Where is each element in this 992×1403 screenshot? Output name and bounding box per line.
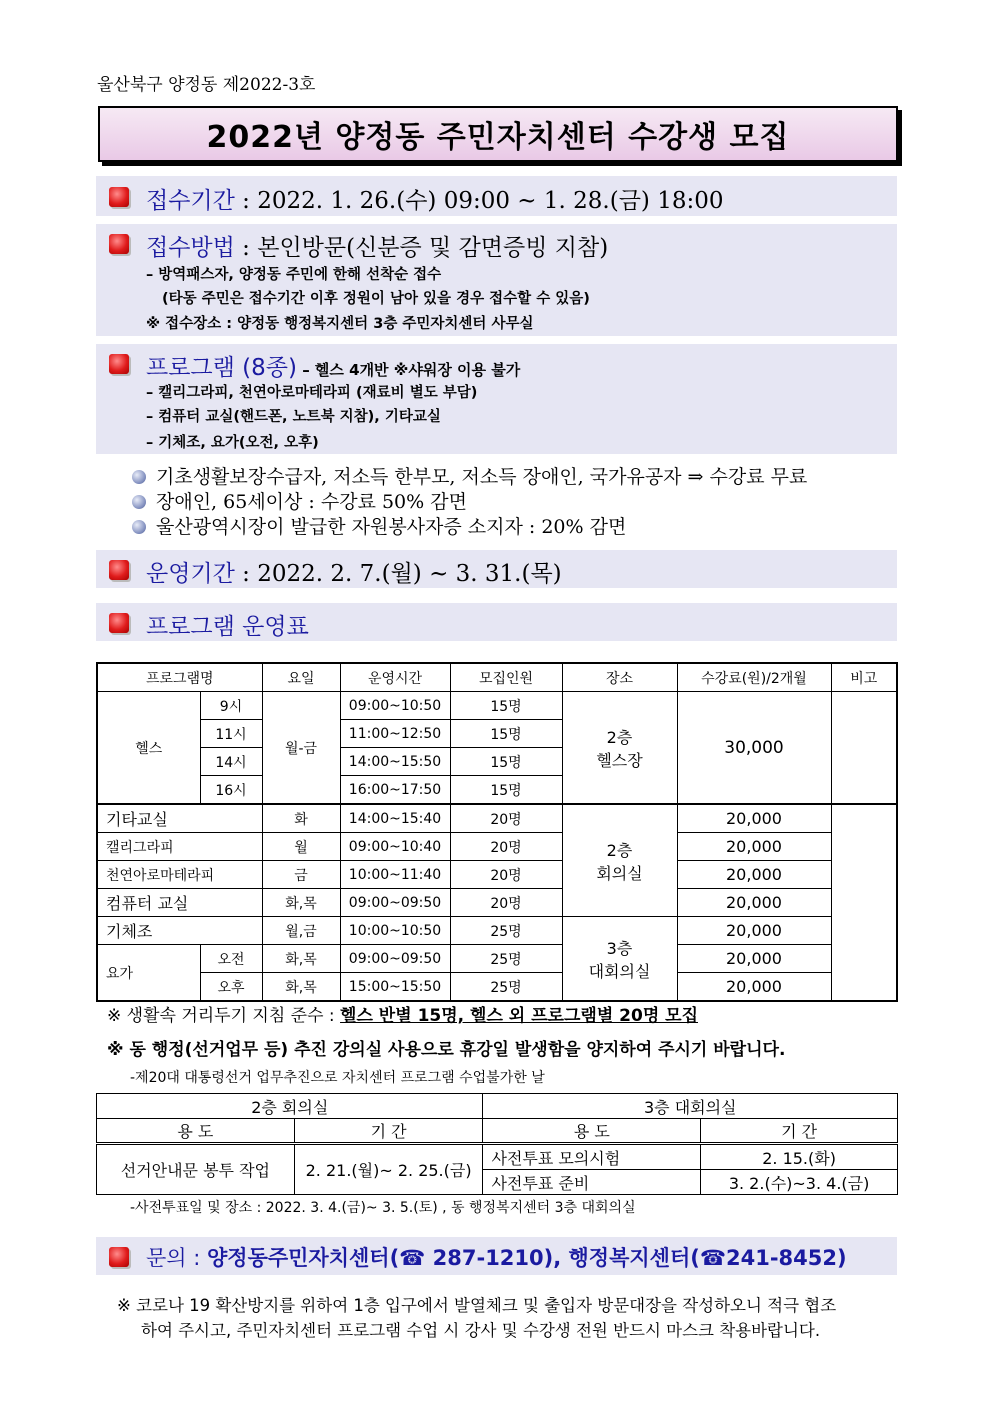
time-cell: 10:00~10:50	[340, 917, 450, 945]
doc-number: 울산북구 양정동 제2022-3호	[97, 75, 316, 95]
capacity-cell: 20명	[450, 833, 562, 861]
fee-cell: 20,000	[677, 861, 831, 889]
header-cell: 요일	[262, 663, 340, 692]
red-square-icon	[109, 187, 129, 207]
capacity-cell: 15명	[450, 692, 562, 720]
table-header-row	[97, 663, 897, 692]
contact: 문의 : 양정동주민자치센터(☎ 287-1210), 행정복지센터(☎241-8452)	[146, 1246, 847, 1270]
red-square-icon	[109, 354, 129, 374]
header-cell: 운영시간	[340, 663, 450, 692]
fee-cell: 20,000	[677, 833, 831, 861]
program-name: 캘리그라피	[97, 833, 262, 861]
program-line: – 기체조, 요가(오전, 오후)	[146, 435, 319, 451]
header-cell: 프로그램명	[97, 663, 262, 692]
period-cell: 2. 21.(월)~ 2. 25.(금)	[294, 1144, 483, 1195]
program-name: 헬스	[97, 692, 200, 805]
program-line: – 컴퓨터 교실(핸드폰, 노트북 지참), 기타교실	[146, 409, 441, 425]
slot-cell: 9시	[200, 692, 262, 720]
page-title: 2022년 양정동 주민자치센터 수강생 모집	[206, 120, 790, 155]
table-row	[97, 861, 897, 889]
program-name: 기타교실	[97, 804, 262, 833]
circle-bullet-icon	[132, 470, 146, 484]
slot-cell: 16시	[200, 776, 262, 805]
task-cell: 선거안내문 봉투 작업	[97, 1144, 295, 1195]
election-title: -제20대 대통령선거 업무추진으로 자치센터 프로그램 수업불가한 날	[130, 1070, 545, 1086]
place-cell: 2층 헬스장	[562, 692, 677, 805]
fee-cell: 20,000	[677, 973, 831, 1002]
days-cell: 화,목	[262, 945, 340, 973]
discount-item: 울산광역시장이 발급한 자원봉사자증 소지자 : 20% 감면	[132, 512, 626, 539]
program-name: 기체조	[97, 917, 262, 945]
header-cell: 수강료(원)/2개월	[677, 663, 831, 692]
final-note-line: 하여 주시고, 주민자치센터 프로그램 수업 시 강사 및 수강생 전원 반드시 마스크 착용바랍니다.	[141, 1321, 821, 1340]
slot-cell: 14시	[200, 748, 262, 776]
capacity-cell: 25명	[450, 973, 562, 1002]
time-cell: 09:00~10:50	[340, 692, 450, 720]
program-line: – 캘리그라피, 천연아로마테라피 (재료비 별도 부담)	[146, 385, 478, 401]
fee-cell: 30,000	[677, 692, 831, 805]
circle-bullet-icon	[132, 520, 146, 534]
header-cell: 비고	[831, 663, 897, 692]
header-cell: 기 간	[701, 1119, 898, 1144]
header-cell: 장소	[562, 663, 677, 692]
days-cell: 화	[262, 804, 340, 833]
schedule-table	[96, 662, 898, 1002]
period-cell: 3. 2.(수)~3. 4.(금)	[701, 1170, 898, 1195]
days-cell: 화,목	[262, 973, 340, 1002]
time-cell: 14:00~15:50	[340, 748, 450, 776]
time-cell: 15:00~15:50	[340, 973, 450, 1002]
program-name: 천연아로마테라피	[97, 861, 262, 889]
header-cell: 용 도	[483, 1119, 701, 1144]
task-cell: 사전투표 준비	[483, 1170, 701, 1195]
header-cell: 모집인원	[450, 663, 562, 692]
table-row	[97, 945, 897, 973]
capacity-cell: 25명	[450, 917, 562, 945]
header-cell: 3층 대회의실	[483, 1094, 898, 1119]
table-row	[97, 917, 897, 945]
method-line: – 방역패스자, 양정동 주민에 한해 선착순 접수	[146, 267, 442, 283]
capacity-cell: 20명	[450, 889, 562, 917]
operation-period: 운영기간 : 2022. 2. 7.(월) ~ 3. 31.(목)	[146, 561, 562, 587]
remarks-cell	[831, 804, 897, 1001]
schedule-title: 프로그램 운영표	[146, 614, 309, 640]
time-cell: 10:00~11:40	[340, 861, 450, 889]
capacity-cell: 25명	[450, 945, 562, 973]
slot-cell: 오전	[200, 945, 262, 973]
discount-item: 장애인, 65세이상 : 수강료 50% 감면	[132, 487, 467, 514]
table-row	[97, 1144, 898, 1170]
red-square-icon	[109, 1247, 129, 1267]
distance-note: ※ 생활속 거리두기 지침 준수 : 헬스 반별 15명, 헬스 외 프로그램별 20명 모집	[107, 1006, 698, 1026]
program-name: 요가	[97, 945, 200, 1002]
circle-bullet-icon	[132, 495, 146, 509]
fee-cell: 20,000	[677, 804, 831, 833]
days-cell: 화,목	[262, 889, 340, 917]
fee-cell: 20,000	[677, 889, 831, 917]
capacity-cell: 20명	[450, 861, 562, 889]
slot-cell: 오후	[200, 973, 262, 1002]
table-row	[97, 833, 897, 861]
time-cell: 09:00~09:50	[340, 889, 450, 917]
red-square-icon	[109, 613, 129, 633]
capacity-cell: 15명	[450, 776, 562, 805]
remarks-cell	[831, 692, 897, 805]
closure-note: ※ 동 행정(선거업무 등) 추진 강의실 사용으로 휴강일 발생함을 양지하여 주시기 바랍니다.	[107, 1040, 786, 1060]
header-cell: 용 도	[97, 1119, 295, 1144]
election-table	[96, 1093, 898, 1195]
reception-period: 접수기간 : 2022. 1. 26.(수) 09:00 ~ 1. 28.(금) 18:00	[146, 188, 724, 214]
table-row	[97, 692, 897, 720]
programs: 프로그램 (8종) – 헬스 4개반 ※샤워장 이용 불가	[146, 355, 521, 381]
time-cell: 09:00~09:50	[340, 945, 450, 973]
days-cell: 금	[262, 861, 340, 889]
time-cell: 09:00~10:40	[340, 833, 450, 861]
place-cell: 3층 대회의실	[562, 917, 677, 1002]
table-row	[97, 889, 897, 917]
discount-item: 기초생활보장수급자, 저소득 한부모, 저소득 장애인, 국가유공자 ⇒ 수강료 무료	[132, 462, 807, 489]
slot-cell: 11시	[200, 720, 262, 748]
header-cell: 2층 회의실	[97, 1094, 483, 1119]
header-cell: 기 간	[294, 1119, 483, 1144]
reception-method: 접수방법 : 본인방문(신분증 및 감면증빙 지참)	[146, 235, 609, 261]
fee-cell: 20,000	[677, 945, 831, 973]
capacity-cell: 20명	[450, 804, 562, 833]
title-box	[98, 106, 898, 162]
program-name: 컴퓨터 교실	[97, 889, 262, 917]
time-cell: 16:00~17:50	[340, 776, 450, 805]
period-cell: 2. 15.(화)	[701, 1144, 898, 1170]
days-cell: 월	[262, 833, 340, 861]
table-row	[97, 973, 897, 1002]
fee-cell: 20,000	[677, 917, 831, 945]
final-note-line: ※ 코로나 19 확산방지를 위하여 1층 입구에서 발열체크 및 출입자 방문대장을 작성하오니 적극 협조	[117, 1296, 837, 1315]
red-square-icon	[109, 560, 129, 580]
capacity-cell: 15명	[450, 748, 562, 776]
method-line: (타동 주민은 접수기간 이후 정원이 남아 있을 경우 접수할 수 있음)	[162, 291, 590, 307]
time-cell: 11:00~12:50	[340, 720, 450, 748]
place-cell: 2층 회의실	[562, 804, 677, 917]
table-row	[97, 804, 897, 833]
days-cell: 월,금	[262, 917, 340, 945]
table-header-row	[97, 1094, 898, 1119]
capacity-cell: 15명	[450, 720, 562, 748]
task-cell: 사전투표 모의시험	[483, 1144, 701, 1170]
red-square-icon	[109, 234, 129, 254]
method-line: ※ 접수장소 : 양정동 행정복지센터 3층 주민자치센터 사무실	[146, 316, 534, 332]
early-voting-note: -사전투표일 및 장소 : 2022. 3. 4.(금)~ 3. 5.(토) , 동 행정복지센터 3층 대회의실	[130, 1200, 636, 1216]
time-cell: 14:00~15:40	[340, 804, 450, 833]
table-header-row	[97, 1119, 898, 1144]
days-cell: 월-금	[262, 692, 340, 805]
